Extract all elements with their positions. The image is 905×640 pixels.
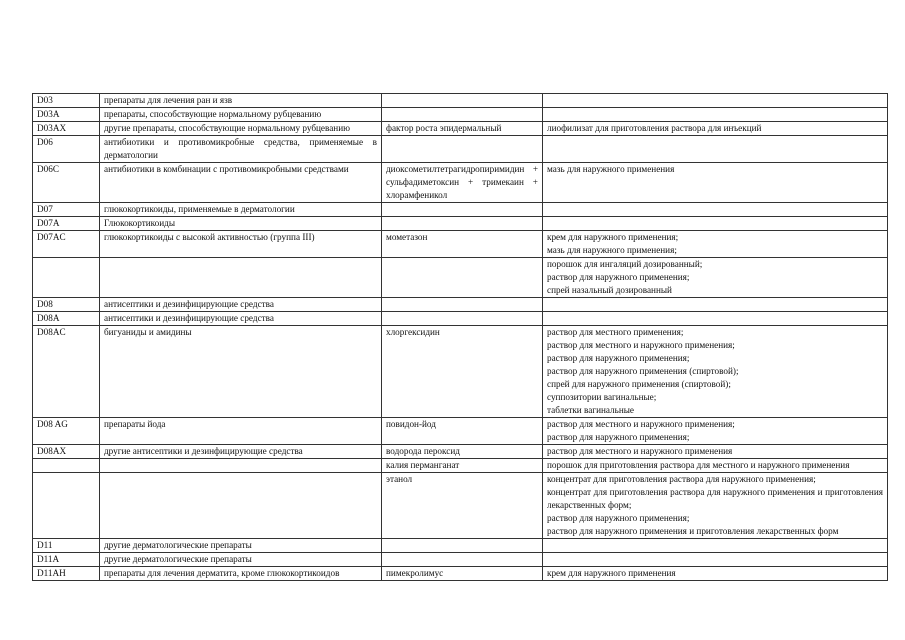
- dosage-form-line: концентрат для приготовления раствора для наружного применения;: [547, 474, 816, 484]
- dosage-forms-cell: [543, 203, 888, 217]
- dosage-form-line: крем для наружного применения;: [547, 232, 679, 242]
- table-row: [33, 163, 888, 203]
- table-row: [33, 122, 888, 136]
- dosage-form-line: раствор для наружного применения (спиртовой);: [547, 366, 739, 376]
- substance-cell: [382, 298, 543, 312]
- dosage-form-line: спрей для наружного применения (спиртовой);: [547, 379, 731, 389]
- dosage-forms-cell: [543, 108, 888, 122]
- table-body: [33, 94, 888, 581]
- table-row: [33, 203, 888, 217]
- atc-code-cell: D03AX: [33, 122, 100, 136]
- substance-cell: [382, 553, 543, 567]
- dosage-forms-cell: [543, 231, 888, 258]
- substance-cell: этанол: [382, 473, 543, 539]
- dosage-forms-cell: [543, 539, 888, 553]
- dosage-form-line: раствор для наружного применения;: [547, 432, 690, 442]
- dosage-forms-cell: [543, 94, 888, 108]
- dosage-form-line: таблетки вагинальные: [547, 405, 635, 415]
- table-row: [33, 553, 888, 567]
- group-name-cell: препараты для лечения дерматита, кроме глюкокортикоидов: [100, 567, 382, 581]
- table-row: [33, 567, 888, 581]
- atc-code-cell: D07AC: [33, 231, 100, 258]
- atc-code-cell: D06C: [33, 163, 100, 203]
- group-name-cell: препараты, способствующие нормальному рубцеванию: [100, 108, 382, 122]
- atc-code-cell: [33, 459, 100, 473]
- atc-code-cell: D11: [33, 539, 100, 553]
- dosage-forms-cell: [543, 136, 888, 163]
- dosage-form-line: раствор для местного и наружного применения: [547, 446, 733, 456]
- atc-code-cell: D07: [33, 203, 100, 217]
- group-name-cell: другие антисептики и дезинфицирующие средства: [100, 445, 382, 459]
- atc-code-cell: [33, 473, 100, 539]
- atc-code-cell: D11A: [33, 553, 100, 567]
- dosage-forms-cell: [543, 445, 888, 459]
- dosage-forms-cell: [543, 258, 888, 298]
- atc-code-cell: D03: [33, 94, 100, 108]
- atc-code-cell: D08AX: [33, 445, 100, 459]
- dosage-forms-cell: [543, 298, 888, 312]
- dosage-forms-cell: [543, 567, 888, 581]
- table-row: [33, 473, 888, 539]
- substance-cell: [382, 539, 543, 553]
- group-name-cell: [100, 459, 382, 473]
- substance-cell: [382, 203, 543, 217]
- atc-code-cell: D11AH: [33, 567, 100, 581]
- group-name-cell: глюкокортикоиды с высокой активностью (группа III): [100, 231, 382, 258]
- dosage-forms-cell: [543, 122, 888, 136]
- table-row: [33, 217, 888, 231]
- group-name-cell: антисептики и дезинфицирующие средства: [100, 298, 382, 312]
- group-name-cell: [100, 473, 382, 539]
- dosage-form-line: крем для наружного применения: [547, 568, 676, 578]
- substance-cell: [382, 94, 543, 108]
- dosage-form-line: спрей назальный дозированный: [547, 285, 672, 295]
- table-row: [33, 231, 888, 258]
- group-name-cell: другие дерматологические препараты: [100, 553, 382, 567]
- dosage-form-line: раствор для наружного применения;: [547, 353, 690, 363]
- substance-cell: [382, 217, 543, 231]
- atc-code-cell: D08: [33, 298, 100, 312]
- atc-code-cell: D03A: [33, 108, 100, 122]
- dosage-forms-cell: [543, 217, 888, 231]
- dosage-form-line: концентрат для приготовления раствора для наружного применения и приготовления лекарственных форм;: [547, 487, 883, 510]
- substance-cell: [382, 312, 543, 326]
- table-row: [33, 418, 888, 445]
- substance-cell: [382, 108, 543, 122]
- substance-cell: калия перманганат: [382, 459, 543, 473]
- group-name-cell: другие дерматологические препараты: [100, 539, 382, 553]
- atc-code-cell: [33, 258, 100, 298]
- dosage-form-line: порошок для ингаляций дозированный;: [547, 259, 703, 269]
- dosage-form-line: раствор для наружного применения и приготовления лекарственных форм: [547, 526, 839, 536]
- dosage-form-line: раствор для наружного применения;: [547, 513, 690, 523]
- drug-classification-table: [32, 93, 888, 581]
- atc-code-cell: D08AC: [33, 326, 100, 418]
- group-name-cell: бигуаниды и амидины: [100, 326, 382, 418]
- dosage-form-line: порошок для приготовления раствора для местного и наружного применения: [547, 460, 850, 470]
- table-row: [33, 94, 888, 108]
- substance-cell: [382, 258, 543, 298]
- dosage-form-line: суппозитории вагинальные;: [547, 392, 657, 402]
- substance-cell: повидон-йод: [382, 418, 543, 445]
- group-name-cell: антибиотики в комбинации с противомикробными средствами: [100, 163, 382, 203]
- dosage-form-line: раствор для местного применения;: [547, 327, 684, 337]
- dosage-forms-cell: [543, 553, 888, 567]
- dosage-form-line: раствор для местного и наружного применения;: [547, 419, 735, 429]
- group-name-cell: глюкокортикоиды, применяемые в дерматологии: [100, 203, 382, 217]
- table-row: [33, 539, 888, 553]
- group-name-cell: препараты для лечения ран и язв: [100, 94, 382, 108]
- dosage-form-line: раствор для наружного применения;: [547, 272, 690, 282]
- substance-cell: диоксометилтетрагидропиримидин + сульфадиметоксин + тримекаин + хлорамфеникол: [382, 163, 543, 203]
- dosage-form-line: раствор для местного и наружного применения;: [547, 340, 735, 350]
- table-row: [33, 298, 888, 312]
- substance-cell: водорода пероксид: [382, 445, 543, 459]
- table-row: [33, 326, 888, 418]
- dosage-forms-cell: [543, 459, 888, 473]
- dosage-form-line: мазь для наружного применения;: [547, 245, 677, 255]
- atc-code-cell: D07A: [33, 217, 100, 231]
- substance-cell: пимекролимус: [382, 567, 543, 581]
- substance-cell: мометазон: [382, 231, 543, 258]
- table-row: [33, 258, 888, 298]
- table-row: [33, 108, 888, 122]
- group-name-cell: другие препараты, способствующие нормальному рубцеванию: [100, 122, 382, 136]
- group-name-cell: [100, 258, 382, 298]
- table-row: [33, 136, 888, 163]
- group-name-cell: антисептики и дезинфицирующие средства: [100, 312, 382, 326]
- dosage-forms-cell: [543, 163, 888, 203]
- group-name-cell: препараты йода: [100, 418, 382, 445]
- dosage-forms-cell: [543, 326, 888, 418]
- group-name-cell: Глюкокортикоиды: [100, 217, 382, 231]
- atc-code-cell: D08 AG: [33, 418, 100, 445]
- dosage-forms-cell: [543, 312, 888, 326]
- dosage-forms-cell: [543, 473, 888, 539]
- atc-code-cell: D08A: [33, 312, 100, 326]
- dosage-form-line: мазь для наружного применения: [547, 164, 675, 174]
- dosage-forms-cell: [543, 418, 888, 445]
- substance-cell: хлоргексидин: [382, 326, 543, 418]
- group-name-cell: антибиотики и противомикробные средства, применяемые в дерматологии: [100, 136, 382, 163]
- substance-cell: [382, 136, 543, 163]
- table-row: [33, 459, 888, 473]
- table-row: [33, 445, 888, 459]
- table-row: [33, 312, 888, 326]
- substance-cell: фактор роста эпидермальный: [382, 122, 543, 136]
- atc-code-cell: D06: [33, 136, 100, 163]
- dosage-form-line: лиофилизат для приготовления раствора для инъекций: [547, 123, 762, 133]
